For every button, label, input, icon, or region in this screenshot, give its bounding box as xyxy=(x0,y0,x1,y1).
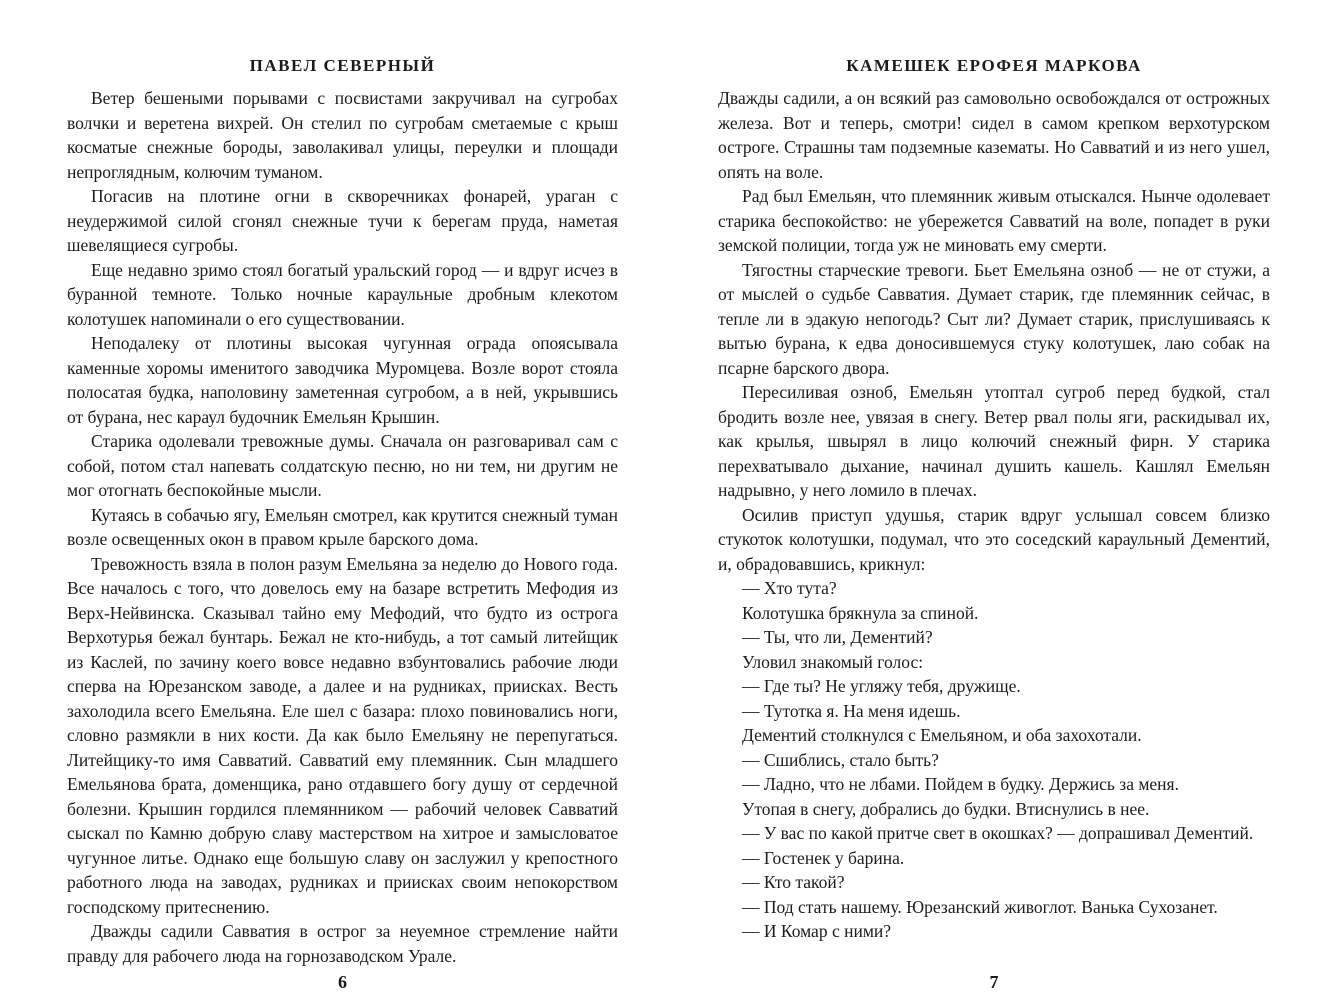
paragraph: Пересиливая озноб, Емельян утоптал сугроб перед будкой, стал бродить возле нее, увязая в снегу. Ветер рвал полы яги, раскидывал их, как крылья, швырял в лицо колючий снежный фирн. У старика перехватывало дыхание, начинал душить кашель. Кашлял Емельян надрывно, у него ломило в плечах. xyxy=(718,382,1270,500)
dialogue-line: — Ты, что ли, Дементий? xyxy=(742,627,933,647)
paragraph: Кутаясь в собачью ягу, Емельян смотрел, как крутится снежный туман возле освещенных окон в правом крыле барского дома. xyxy=(67,504,618,549)
paragraph: Неподалеку от плотины высокая чугунная ограда опоясывала каменные хоромы именитого заводчика Муромцева. Возле ворот стояла полосатая будка, наполовину заметенная сугробом, а в ней, укрывшись от бурана, нес караул будочник Емельян Крышин. xyxy=(67,333,618,427)
dialogue-line: — Тутотка я. На меня идешь. xyxy=(742,700,961,721)
paragraph: Погасив на плотине огни в скворечниках фонарей, ураган с неудержимой силой сгонял снежные тучи к берегам пруда, наметая шевелящиеся сугробы. xyxy=(67,186,618,255)
paragraph: Ветер бешеными порывами с посвистами закручивал на сугробах волчки и веретена вихрей. Он стелил по сугробам сметаемые с крыш косматые снежные бороды, заволакивал улицы, переулки и площади непроглядным, колючим туманом. xyxy=(67,88,618,182)
dialogue-line: — Сшиблись, стало быть? xyxy=(742,749,939,770)
running-header-title: КАМЕШЕК ЕРОФЕЯ МАРКОВА xyxy=(846,56,1142,75)
dialogue-line: — Где ты? Не угляжу тебя, дружище. xyxy=(742,676,1021,696)
paragraph: Дважды садили, а он всякий раз самовольно освобождался от острожных железа. Вот и теперь, смотри! сидел в самом крепком верхотурском остроге. Страшны там подземные казематы. Но Савватий и из него ушел, опять на воле. xyxy=(718,88,1270,182)
paragraph: Утопая в снегу, добрались до будки. Втиснулись в нее. xyxy=(742,798,1150,819)
paragraph: Старика одолевали тревожные думы. Сначала он разговаривал сам с собой, потом стал напевать солдатскую песню, но ни тем, ни другим не мог отогнать беспокойные мысли. xyxy=(67,431,618,500)
page-number: 7 xyxy=(989,972,999,992)
dialogue-line: — Гостенек у барина. xyxy=(742,847,905,868)
paragraph: Тягостны старческие тревоги. Бьет Емельяна озноб — не от стужи, а от мыслей о судьбе Савватия. Думает старик, где племянник сейчас, в тепле ли в эдакую непогодь? Сыт ли? Думает старик, прислушиваясь к вытью бурана, к едва доносившемуся стуку колотушек, лаю собак на псарне барского двора. xyxy=(718,259,1270,378)
dialogue-line: — Кто такой? xyxy=(742,872,845,892)
dialogue-line: — Под стать нашему. Юрезанский живоглот. Ванька Сухозанет. xyxy=(742,896,1218,917)
paragraph: Еще недавно зримо стоял богатый уральский город — и вдруг исчез в буранной темноте. Только ночные караульные дробным клекотом колотушек напоминали о его существовании. xyxy=(67,259,618,329)
dialogue-line: — У вас по какой притче свет в окошках? — допрашивал Дементий. xyxy=(742,823,1254,843)
paragraph: Уловил знакомый голос: xyxy=(742,651,924,672)
paragraph: Осилив приступ удушья, старик вдруг услышал совсем близко стукоток колотушки, подумал, что это соседский караульный Дементий, и, обрадовавшись, крикнул: xyxy=(718,504,1270,574)
dialogue-line: — И Комар с ними? xyxy=(742,921,892,941)
left-page xyxy=(67,0,618,1000)
right-page xyxy=(718,0,1270,1000)
running-header-author: ПАВЕЛ СЕВЕРНЫЙ xyxy=(249,56,436,75)
dialogue-line: — Хто тута? xyxy=(742,578,837,598)
page-number: 6 xyxy=(338,972,347,992)
paragraph: Тревожность взяла в полон разум Емельяна за неделю до Нового года. Все началось с того, что довелось ему на базаре встретить Мефодия из Верх-Нейвинска. Сказывал тайно ему Мефодий, что будто из острога Верхотурья бежал бунтарь. Бежал не кто-нибудь, а тот самый литейщик из Каслей, по зачину коего вовсе недавно взбунтовались рабочие люди сперва на Юрезанском заводе, а далее и на рудниках, приисках. Весть захолодила всего Емельяна. Еле шел с базара: плохо повиновались ноги, словно размякли в них кости. Да как было Емельяну не перепугаться. Литейщику-то имя Савватий. Савватий ему племянник. Сын младшего Емельянова брата, доменщика, рано отдавшего богу душу от сердечной болезни. Крышин гордился племянником — рабочий человек Савватий сыскал по Камню добрую славу мастерством на хитрое и замысловатое чугунное литье. Однако еще большую славу он заслужил у крепостного работного люда на заводах, рудниках и приисках своим непокорством господскому притеснению. xyxy=(67,553,618,917)
page-body xyxy=(718,86,1270,944)
dialogue-line: — Ладно, что не лбами. Пойдем в будку. Держись за меня. xyxy=(742,774,1179,794)
page-body xyxy=(67,86,618,968)
paragraph: Дважды садили Савватия в острог за неуемное стремление найти правду для рабочего люда на горнозаводском Урале. xyxy=(67,921,618,966)
paragraph: Рад был Емельян, что племянник живым отыскался. Нынче одолевает старика беспокойство: не убережется Савватий на воле, попадет в руки земской полиции, тогда уж не миновать ему смерти. xyxy=(718,186,1270,255)
paragraph: Дементий столкнулся с Емельяном, и оба захохотали. xyxy=(742,725,1142,745)
paragraph: Колотушка брякнула за спиной. xyxy=(742,602,979,623)
